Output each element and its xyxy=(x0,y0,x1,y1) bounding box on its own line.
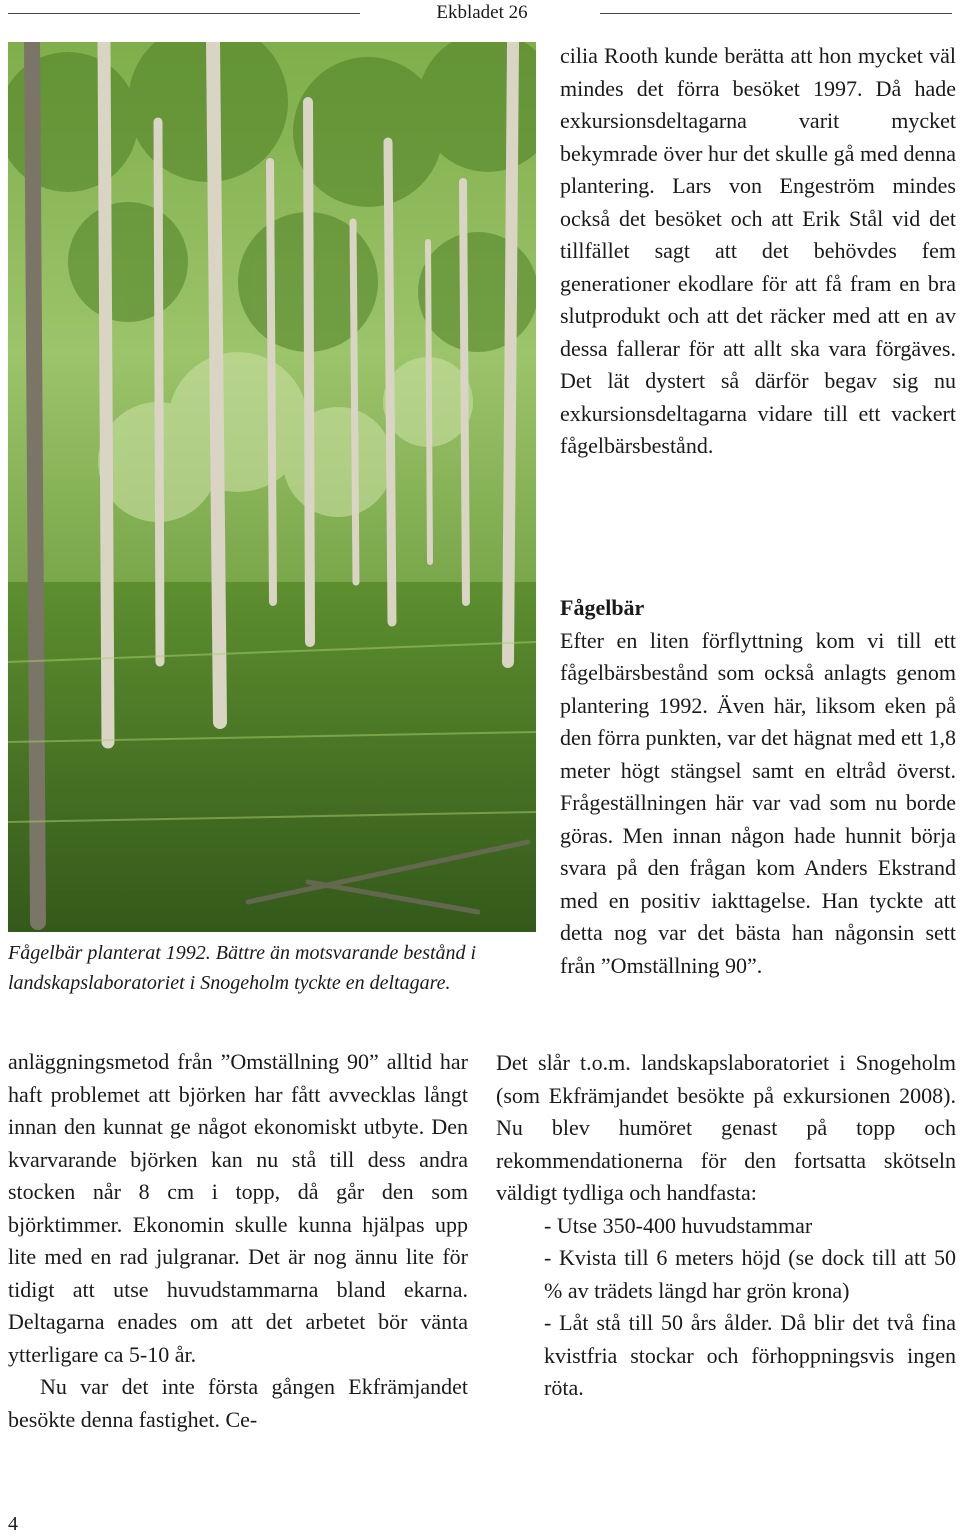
header-rule-left xyxy=(8,13,360,14)
page-number: 4 xyxy=(8,1513,18,1535)
list-item: - Kvista till 6 meters höjd (se dock till att 50 % av trädets längd har grön krona) xyxy=(544,1245,956,1303)
paragraph: anläggningsmetod från ”Omställning 90” alltid har haft problemet att björken har fått avvecklas långt innan den kunnat ge något ekonomiskt utbyte. Den kvarvarande björken kan nu stå till dess andra stocken når 8 cm i topp, då går den som björktimmer. Ekonomin skulle kunna hjälpas upp lite med en rad julgranar. Det är nog ännu lite för tidigt att utse huvudstammarna bland ekarna. Deltagarna enades om att det arbetet bör vänta ytterligare ca 5-10 år. xyxy=(8,1049,468,1367)
lower-right-column-text xyxy=(496,1047,956,1405)
running-header: Ekbladet 26 xyxy=(436,2,528,23)
paragraph: Nu var det inte första gången Ekfrämjandet besökte denna fastighet. Ce- xyxy=(8,1374,468,1432)
list-item: - Låt stå till 50 års ålder. Då blir det två fina kvistfria stockar och förhoppningsvis ingen röta. xyxy=(544,1310,956,1400)
forest-photo xyxy=(8,42,536,932)
section-fagelbar xyxy=(560,592,956,982)
paragraph: cilia Rooth kunde berätta att hon mycket väl mindes det förra besöket 1997. Då hade exkursionsdeltagarna varit mycket bekymrade över hur det skulle gå med denna plantering. Lars von Engeström mindes också det besöket och att Erik Stål vid det tillfället sagt att det behövdes fem generationer ekodlare för att få fram en bra slutprodukt och att det räcker med att en av dessa fallerar för att allt ska vara förgäves. Det lät dystert så därför begav sig nu exkursionsdeltagarna vidare till ett vackert fågelbärsbestånd. xyxy=(560,43,956,458)
paragraph: Det slår t.o.m. landskapslaboratoriet i Snogeholm (som Ekfrämjandet besökte på exkursionen 2008). Nu blev humöret genast på topp och rekommendationerna för den fortsatta skötseln väldigt tydliga och handfasta: xyxy=(496,1050,956,1205)
section-heading: Fågelbär xyxy=(560,595,645,620)
left-column-text xyxy=(8,1046,468,1436)
header-rule-right xyxy=(600,13,952,14)
right-column-text xyxy=(560,40,956,463)
paragraph: Efter en liten förflyttning kom vi till ett fågelbärsbestånd som också anlagts genom plantering 1992. Även här, liksom eken på den förra punkten, var det hägnat med ett 1,8 meter högt stängsel samt en eltråd överst. Frågeställningen här var vad som nu borde göras. Men innan någon hade hunnit börja svara på den frågan kom Anders Ekstrand med en positiv iakttagelse. Han tyckte att detta nog var det bästa han någonsin sett från ”Omställning 90”. xyxy=(560,627,956,978)
list-item: - Utse 350-400 huvudstammar xyxy=(544,1212,813,1238)
photo-caption: Fågelbär planterat 1992. Bättre än motsvarande bestånd i landskapslaboratoriet i Snogeholm tyckte en deltagare. xyxy=(8,942,477,994)
recommendation-list xyxy=(496,1210,956,1405)
